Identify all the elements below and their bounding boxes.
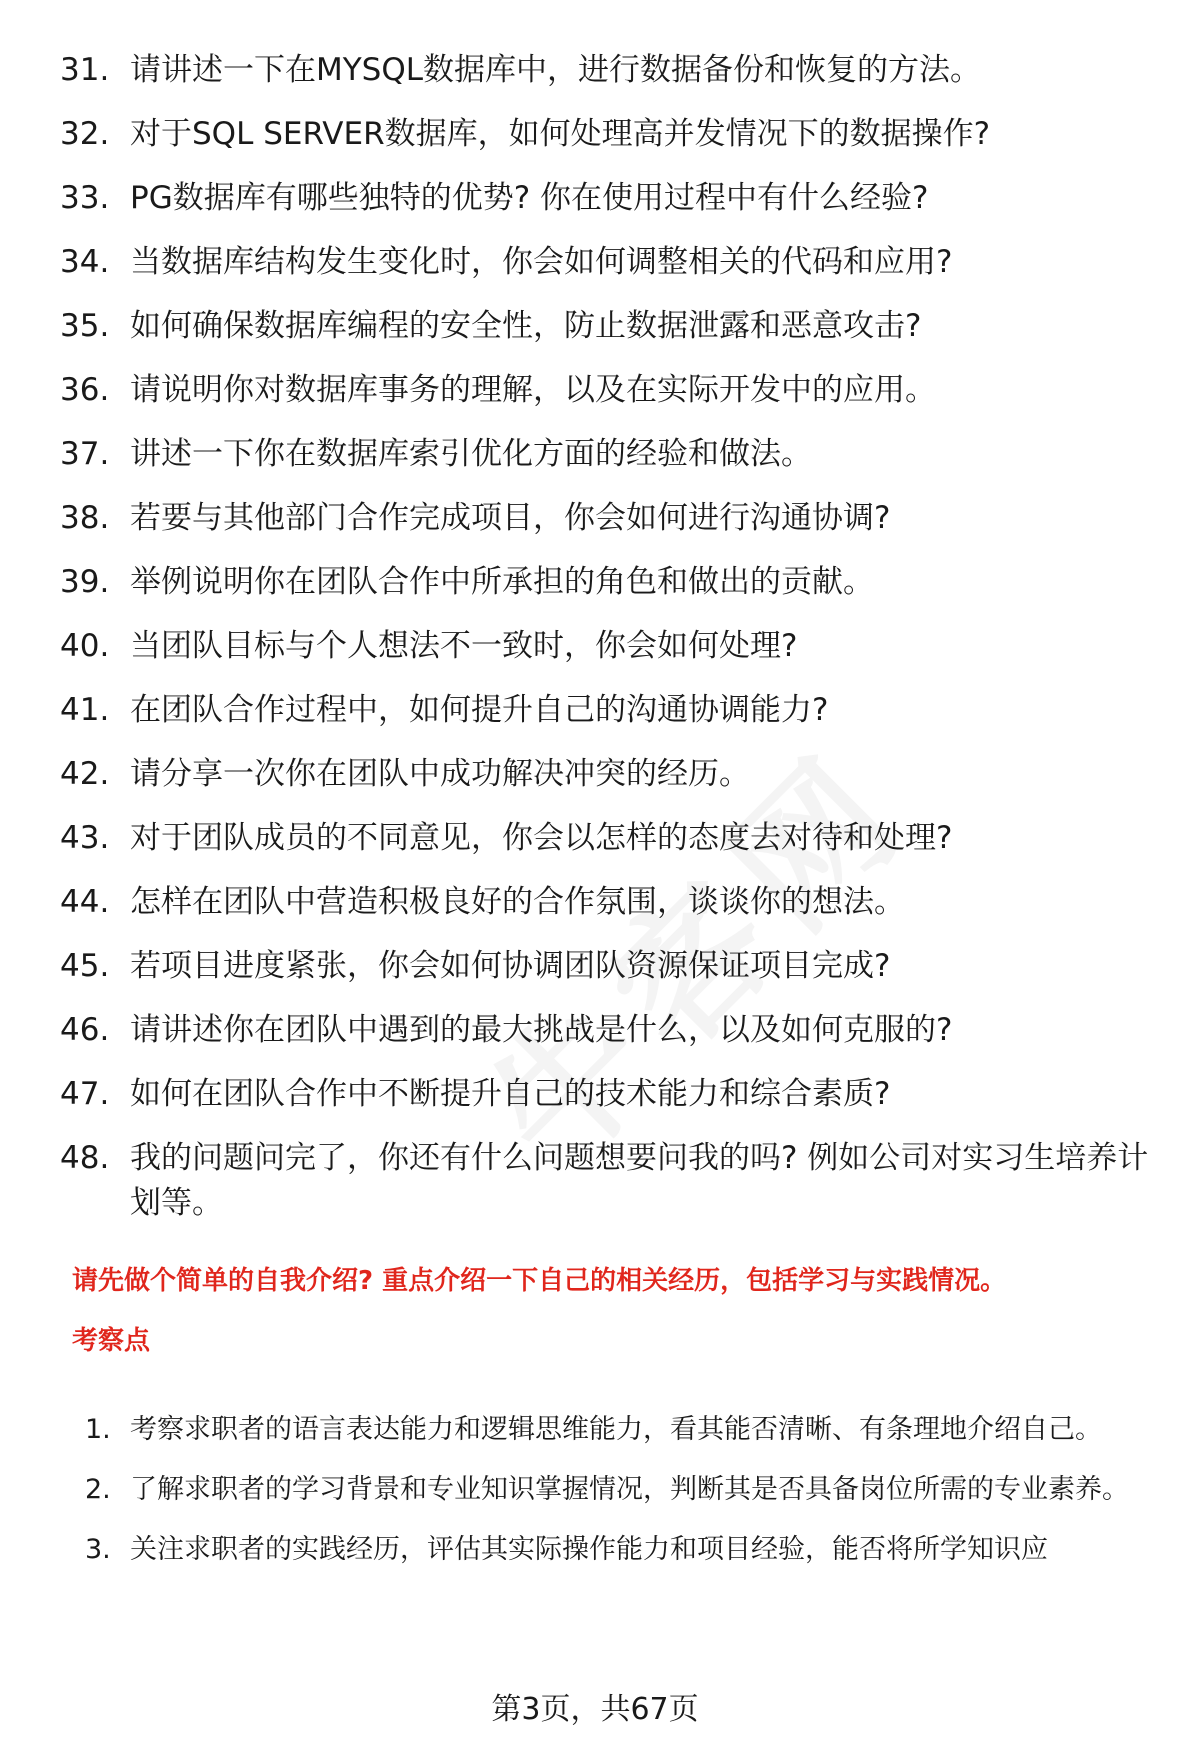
assessment-point (85, 1400, 1165, 1460)
question-text: 请讲述一下在MYSQL数据库中，进行数据备份和恢复的方法。 (130, 52, 982, 88)
question-text: 在团队合作过程中，如何提升自己的沟通协调能力? (130, 692, 829, 728)
assessment-point (85, 1520, 1165, 1580)
question-text: 对于团队成员的不同意见，你会以怎样的态度去对待和处理? (130, 820, 953, 856)
question-number: 34. (60, 244, 110, 280)
point-number: 3. (85, 1534, 111, 1565)
question-text: 请分享一次你在团队中成功解决冲突的经历。 (130, 756, 750, 792)
question-item (60, 624, 1160, 669)
question-item (60, 816, 1160, 861)
question-number: 44. (60, 884, 110, 920)
question-number: 45. (60, 948, 110, 984)
question-item (60, 880, 1160, 925)
question-item (60, 48, 1160, 93)
question-text: 当数据库结构发生变化时，你会如何调整相关的代码和应用? (130, 244, 953, 280)
question-number: 32. (60, 116, 110, 152)
question-text: 怎样在团队中营造积极良好的合作氛围，谈谈你的想法。 (130, 884, 905, 920)
question-text: 如何确保数据库编程的安全性，防止数据泄露和恶意攻击? (130, 308, 922, 344)
question-list (60, 48, 1160, 1245)
question-text: 若要与其他部门合作完成项目，你会如何进行沟通协调? (130, 500, 891, 536)
point-text: 关注求职者的实践经历，评估其实际操作能力和项目经验，能否将所学知识应 (130, 1534, 1048, 1565)
question-item (60, 368, 1160, 413)
question-text: 对于SQL SERVER数据库，如何处理高并发情况下的数据操作? (130, 116, 991, 152)
question-text: 我的问题问完了，你还有什么问题想要问我的吗? 例如公司对实习生培养计划等。 (130, 1140, 1149, 1221)
question-text: 当团队目标与个人想法不一致时，你会如何处理? (130, 628, 798, 664)
question-item (60, 752, 1160, 797)
assessment-points-list (85, 1400, 1165, 1580)
question-item (60, 304, 1160, 349)
question-number: 36. (60, 372, 110, 408)
question-number: 42. (60, 756, 110, 792)
question-number: 41. (60, 692, 110, 728)
assessment-point (85, 1460, 1165, 1520)
question-number: 38. (60, 500, 110, 536)
section-subheading: 考察点 (72, 1326, 151, 1356)
question-number: 35. (60, 308, 110, 344)
question-item (60, 1136, 1160, 1226)
point-text: 考察求职者的语言表达能力和逻辑思维能力，看其能否清晰、有条理地介绍自己。 (130, 1414, 1102, 1445)
question-item (60, 1008, 1160, 1053)
section-heading: 请先做个简单的自我介绍? 重点介绍一下自己的相关经历，包括学习与实践情况。 (72, 1266, 1007, 1296)
question-number: 43. (60, 820, 110, 856)
question-item (60, 688, 1160, 733)
question-number: 33. (60, 180, 110, 216)
question-item (60, 560, 1160, 605)
page-footer: 第3页，共67页 (491, 1692, 699, 1727)
question-text: 请讲述你在团队中遇到的最大挑战是什么，以及如何克服的? (130, 1012, 953, 1048)
question-text: 举例说明你在团队合作中所承担的角色和做出的贡献。 (130, 564, 874, 600)
question-text: 讲述一下你在数据库索引优化方面的经验和做法。 (130, 436, 812, 472)
question-item (60, 240, 1160, 285)
question-number: 46. (60, 1012, 110, 1048)
question-text: 若项目进度紧张，你会如何协调团队资源保证项目完成? (130, 948, 891, 984)
question-text: 如何在团队合作中不断提升自己的技术能力和综合素质? (130, 1076, 891, 1112)
question-text: PG数据库有哪些独特的优势? 你在使用过程中有什么经验? (130, 180, 929, 216)
question-item (60, 944, 1160, 989)
question-item (60, 496, 1160, 541)
question-item (60, 112, 1160, 157)
question-number: 47. (60, 1076, 110, 1112)
question-number: 37. (60, 436, 110, 472)
question-item (60, 176, 1160, 221)
question-number: 48. (60, 1140, 110, 1176)
point-number: 1. (85, 1414, 111, 1445)
point-number: 2. (85, 1474, 111, 1505)
question-item (60, 1072, 1160, 1117)
question-number: 31. (60, 52, 110, 88)
point-text: 了解求职者的学习背景和专业知识掌握情况，判断其是否具备岗位所需的专业素养。 (130, 1474, 1129, 1505)
question-item (60, 432, 1160, 477)
question-number: 40. (60, 628, 110, 664)
question-number: 39. (60, 564, 110, 600)
question-text: 请说明你对数据库事务的理解，以及在实际开发中的应用。 (130, 372, 936, 408)
